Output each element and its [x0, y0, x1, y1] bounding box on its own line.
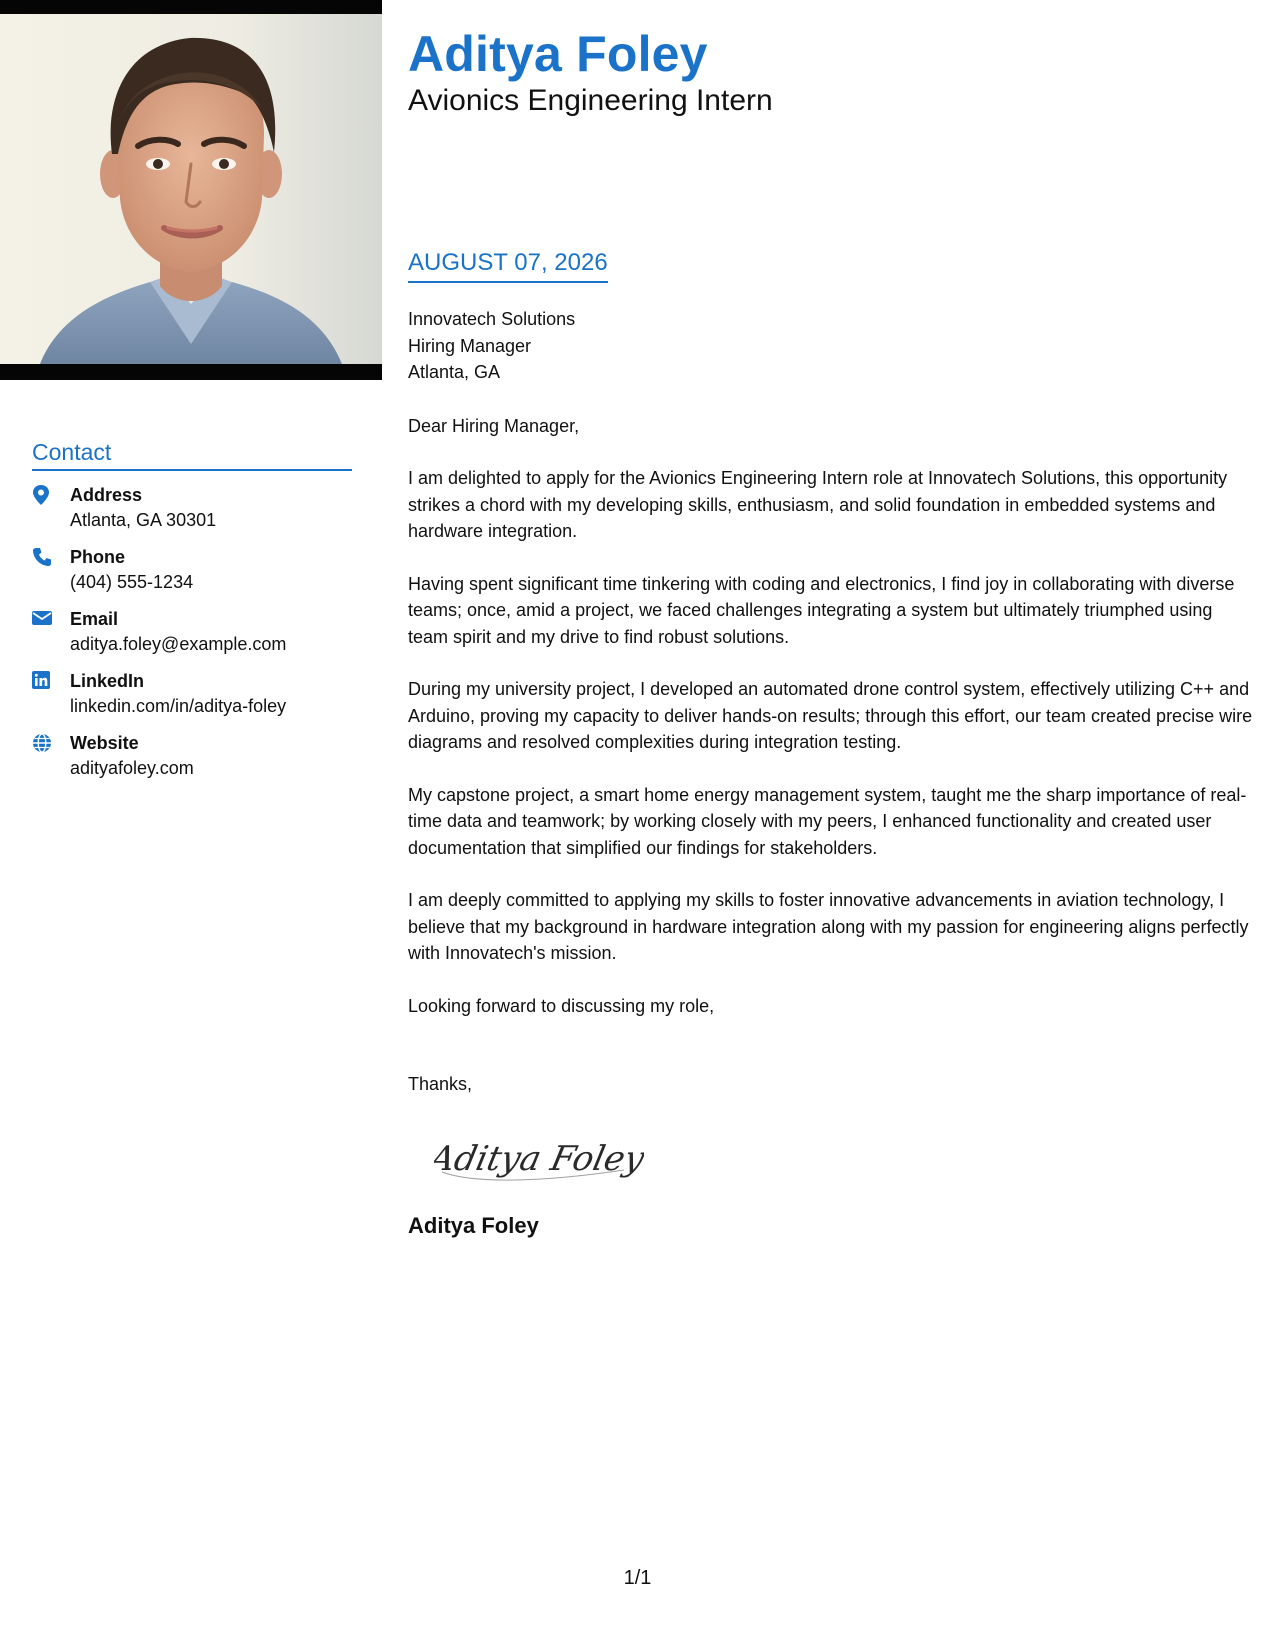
signoff: Thanks, [408, 1074, 473, 1094]
contact-item-website [32, 731, 352, 781]
contact-value: (404) 555-1234 [70, 572, 194, 592]
contact-label: Address [70, 485, 143, 505]
recipient-block [408, 306, 1253, 386]
contact-value: adityafoley.com [70, 758, 194, 778]
contact-item-linkedin [32, 669, 352, 719]
contact-label: Phone [70, 547, 126, 567]
recipient-title: Hiring Manager [408, 335, 532, 356]
portrait-illustration [0, 14, 382, 364]
signed-name: Aditya Foley [408, 1213, 539, 1238]
job-title: Avionics Engineering Intern [408, 84, 773, 117]
map-pin-icon [32, 483, 70, 533]
body-paragraph: My capstone project, a smart home energy management system, taught me the sharp importance of real-time data and teamwork; by working closely with my peers, I enhanced functionality and created user documentation that simplified our findings for stakeholders. [408, 784, 1247, 858]
body-paragraph: During my university project, I developed an automated drone control system, effectively utilizing C++ and Arduino, proving my capacity to deliver hands-on results; through this effort, our team created precise wire diagrams and resolved complexities during integration testing. [408, 679, 1253, 752]
profile-photo-image [0, 14, 382, 364]
applicant-name: Aditya Foley [408, 26, 708, 82]
svg-text:Aditya Foley: Aditya Foley [434, 1139, 644, 1179]
contact-label: Website [70, 733, 139, 753]
phone-icon [32, 545, 70, 595]
letter-body [408, 306, 1253, 1238]
closing-line: Looking forward to discussing my role, [408, 995, 715, 1016]
handwritten-signature [434, 1132, 644, 1194]
envelope-icon [32, 607, 70, 657]
body-paragraph: Having spent significant time tinkering with coding and electronics, I find joy in collaborating with diverse teams; once, amid a project, we faced challenges integrating a system but ultimately triumphed using team spirit and my drive to find robust solutions. [408, 573, 1235, 647]
contact-item-email [32, 607, 352, 657]
contact-label: Email [70, 609, 119, 629]
globe-icon [32, 731, 70, 781]
body-paragraph: I am delighted to apply for the Avionics Engineering Intern role at Innovatech Solutions, this opportunity strikes a chord with my developing skills, enthusiasm, and solid foundation in embedded systems and hardware integration. [408, 468, 1228, 541]
contact-value: linkedin.com/in/aditya-foley [70, 696, 287, 716]
contact-list [32, 483, 352, 781]
linkedin-icon [32, 669, 70, 719]
contact-value: aditya.foley@example.com [70, 634, 287, 654]
contact-item-address [32, 483, 352, 533]
recipient-company: Innovatech Solutions [408, 309, 576, 329]
contact-heading: Contact [32, 437, 352, 471]
body-paragraph: I am deeply committed to applying my skills to foster innovative advancements in aviation technology, I believe that my background in hardware integration along with my passion for engineering aligns perfectly with Innovatech's mission. [408, 890, 1249, 963]
contact-item-phone [32, 545, 352, 595]
recipient-location: Atlanta, GA [408, 362, 501, 382]
contact-value: Atlanta, GA 30301 [70, 510, 217, 530]
letter-date: AUGUST 07, 2026 [408, 247, 608, 283]
contact-section [32, 437, 352, 793]
profile-photo [0, 0, 382, 380]
salutation: Dear Hiring Manager, [408, 415, 580, 436]
contact-label: LinkedIn [70, 671, 145, 691]
page-number: 1/1 [623, 1567, 652, 1589]
